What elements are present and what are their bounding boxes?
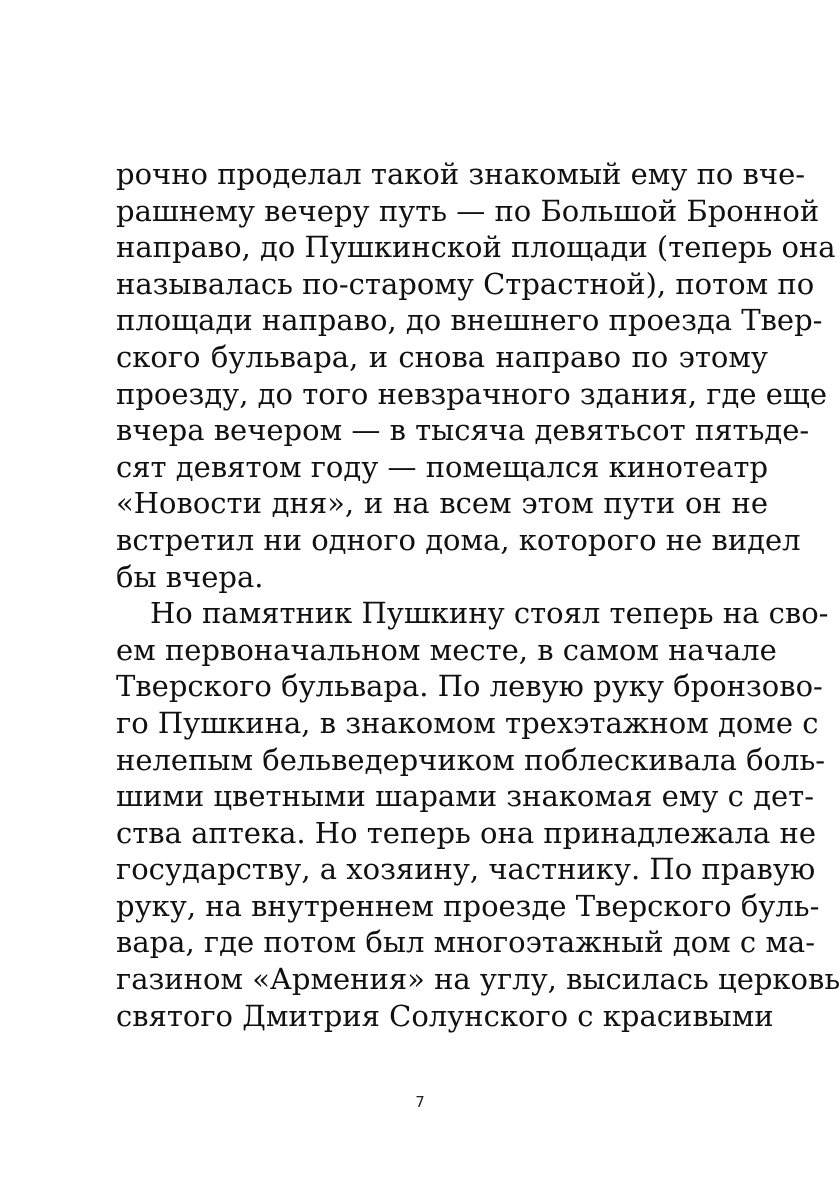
text-line: «Новости дня», и на всем этом пути он не (116, 486, 768, 521)
text-line: руку, на внутреннем проезде Тверского буль- (116, 888, 820, 923)
text-line: шими цветными шарами знакомая ему с дет- (116, 779, 814, 814)
text-line: встретил ни одного дома, которого не видел (116, 522, 801, 557)
text-line: вара, где потом был многоэтажный дом с ма- (116, 925, 815, 960)
text-line: святого Дмитрия Солунского с красивыми (116, 998, 774, 1033)
text-line: сят девятом году — помещался кинотеатр (116, 449, 769, 484)
text-line: направо, до Пушкинской площади (теперь она (116, 230, 836, 265)
text-line: ем первоначальном месте, в самом начале (116, 632, 777, 667)
page-number: 7 (415, 1093, 425, 1111)
text-line: называлась по-старому Страстной), потом по (116, 266, 815, 301)
text-line: нелепым бельведерчиком поблескивала боль- (116, 742, 826, 777)
text-line: проезду, до того невзрачного здания, где еще (116, 376, 827, 411)
text-line: ства аптека. Но теперь она принадлежала не (116, 815, 816, 850)
text-line: бы вчера. (116, 559, 264, 594)
text-line: государству, а хозяину, частнику. По правую (116, 852, 816, 887)
text-line: Но памятник Пушкину стоял теперь на сво- (150, 596, 829, 631)
body-text (116, 156, 840, 1034)
text-line: рочно проделал такой знакомый ему по вче- (116, 157, 806, 191)
text-line: го Пушкина, в знакомом трехэтажном доме с (116, 705, 819, 740)
text-line: газином «Армения» на углу, высилась церковь (116, 962, 840, 997)
text-line: площади направо, до внешнего проезда Твер- (116, 303, 823, 338)
text-line: вчера вечером — в тысяча девятьсот пятьде- (116, 413, 810, 448)
text-line: рашнему вечеру путь — по Большой Бронной (116, 193, 820, 228)
text-line: ского бульвара, и снова направо по этому (116, 339, 768, 374)
text-line: Тверского бульвара. По левую руку бронзово- (116, 669, 823, 704)
